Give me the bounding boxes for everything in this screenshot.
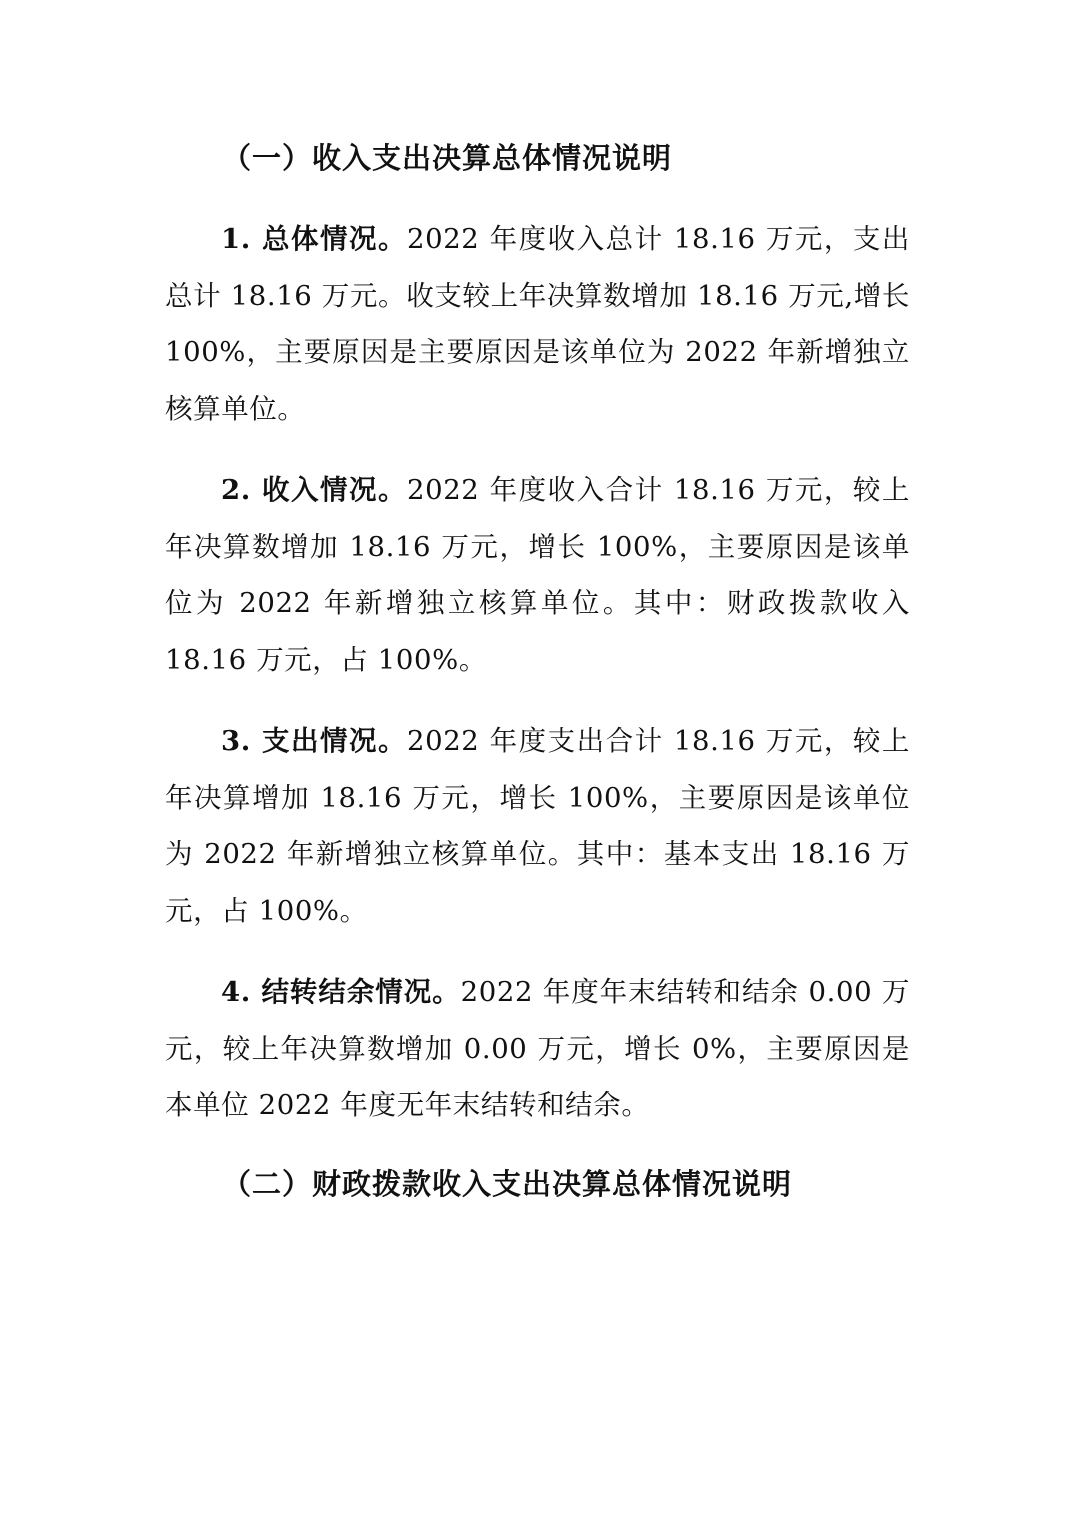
paragraph-carryover-balance	[165, 964, 910, 1134]
paragraph-lead: 4. 结转结余情况。	[221, 976, 461, 1008]
paragraph-text: 2022 年度支出合计 18.16 万元，较上年决算增加 18.16 万元，增长 100%，主要原因是该单位为 2022 年新增独立核算单位。其中：基本支出 18.16 万元，占 100%。	[165, 725, 910, 927]
paragraph-text: 2022 年度年末结转和结余 0.00 万元，较上年决算数增加 0.00 万元，增长 0%，主要原因是本单位 2022 年度无年末结转和结余。	[165, 976, 910, 1121]
paragraph-lead: 2. 收入情况。	[221, 474, 407, 506]
paragraph-overall-situation	[165, 211, 910, 437]
paragraph-lead: 3. 支出情况。	[221, 725, 407, 757]
section-heading-income-expenditure-overview: （一）收入支出决算总体情况说明	[222, 141, 673, 175]
section-heading-fiscal-appropriation-overview: （二）财政拨款收入支出决算总体情况说明	[222, 1167, 793, 1201]
paragraph-text: 2022 年度收入合计 18.16 万元，较上年决算数增加 18.16 万元，增长 100%，主要原因是该单位为 2022 年新增独立核算单位。其中：财政拨款收入 18.16 万元，占 100%。	[165, 474, 910, 676]
paragraph-expenditure-situation	[165, 713, 910, 939]
paragraph-text: 2022 年度收入总计 18.16 万元，支出总计 18.16 万元。收支较上年决算数增加 18.16 万元,增长 100%，主要原因是主要原因是该单位为 2022 年新增独立核算单位。	[165, 223, 910, 425]
paragraph-income-situation	[165, 462, 910, 688]
paragraph-lead: 1. 总体情况。	[221, 223, 407, 255]
